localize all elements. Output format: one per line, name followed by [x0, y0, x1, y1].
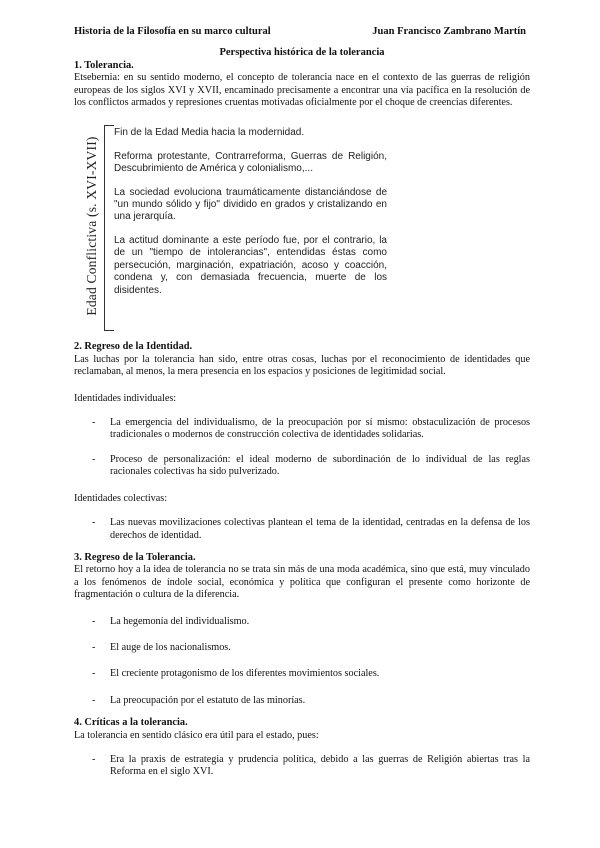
list-item: - El creciente protagonismo de los diferentes movimientos sociales.: [74, 668, 530, 680]
individual-identities-list: [74, 417, 530, 479]
section-4-paragraph: La tolerancia en sentido clásico era útil para el estado, pues:: [74, 729, 319, 741]
section-3-list: [74, 616, 530, 708]
page-header: [74, 26, 530, 38]
document-page: [74, 26, 530, 779]
era-note: La sociedad evoluciona traumáticamente distanciándose de "un mundo sólido y fijo" dividido en grados y cristalizando en una jerarquía.: [114, 186, 387, 223]
era-note: La actitud dominante a este período fue, por el contrario, la de un "tiempo de intolerancias", entendidas éstas como persecución, marginación, expatriación, acoso y coacción, condena y, con demasiada frecuencia, muerte de los disidentes.: [114, 234, 387, 296]
list-item: - Las nuevas movilizaciones colectivas plantean el tema de la identidad, centradas en la defensa de los derechos de identidad.: [74, 517, 530, 542]
conflict-era-box: [74, 121, 530, 331]
vertical-era-label: Edad Conflictiva (s. XVI-XVII): [83, 136, 99, 317]
list-item: - La preocupación por el estatuto de las minorías.: [74, 695, 530, 707]
section-4-heading: 4. Críticas a la tolerancia.: [74, 717, 188, 729]
section-2-heading: 2. Regreso de la Identidad.: [74, 341, 193, 353]
document-title: Perspectiva histórica de la tolerancia: [219, 47, 385, 59]
header-course: Historia de la Filosofía en su marco cultural: [74, 26, 271, 37]
bracket-line: [104, 125, 114, 331]
collective-identities-list: [74, 517, 530, 542]
era-notes: [114, 127, 387, 307]
section-2-paragraph: Las luchas por la tolerancia han sido, entre otras cosas, luchas por el reconocimiento de identidades que reclamaban, al menos, la mera presencia en los espacios y posiciones de legitimidad social.: [74, 353, 530, 378]
list-item: - Proceso de personalización: el ideal moderno de subordinación de lo individual de las reglas racionales colectivas ha sido pulverizado.: [74, 454, 530, 479]
header-author: Juan Francisco Zambrano Martín: [372, 26, 526, 37]
list-item: - El auge de los nacionalismos.: [74, 642, 530, 654]
list-item: - Era la praxis de estrategia y prudencia política, debido a las guerras de Religión abiertas tras la Reforma en el siglo XVI.: [74, 754, 530, 779]
list-item: - La emergencia del individualismo, de la preocupación por sí mismo: obstaculización de procesos tradicionales o modernos de construcción colectiva de identidades solidarias.: [74, 417, 530, 442]
section-1-paragraph: Etsebernia: en su sentido moderno, el concepto de tolerancia nace en el contexto de las guerras de religión europeas de los siglos XVI y XVII, encaminado precisamente a encontrar una vía pacífica en la resolución de los conflictos armados y represiones cruentas motivadas oficialmente por el choque de creencias diferentes.: [74, 72, 530, 109]
section-4-list: [74, 754, 530, 779]
list-item: - La hegemonía del individualismo.: [74, 616, 530, 628]
collective-identities-label: Identidades colectivas:: [74, 492, 168, 504]
section-3-heading: 3. Regreso de la Tolerancia.: [74, 551, 196, 563]
section-1-heading: 1. Tolerancia.: [74, 59, 134, 71]
era-note: Fin de la Edad Media hacia la modernidad.: [114, 127, 305, 139]
individual-identities-label: Identidades individuales:: [74, 392, 177, 404]
era-note: Reforma protestante, Contrarreforma, Guerras de Religión, Descubrimiento de América y colonialismo,...: [114, 150, 387, 175]
section-3-paragraph: El retorno hoy a la idea de tolerancia no se trata sin más de una moda académica, sino que está, muy vinculado a los fenómenos de índole social, económica y política que configuran el presente como horizonte de fragmentación o cultura de la diferencia.: [74, 564, 530, 601]
